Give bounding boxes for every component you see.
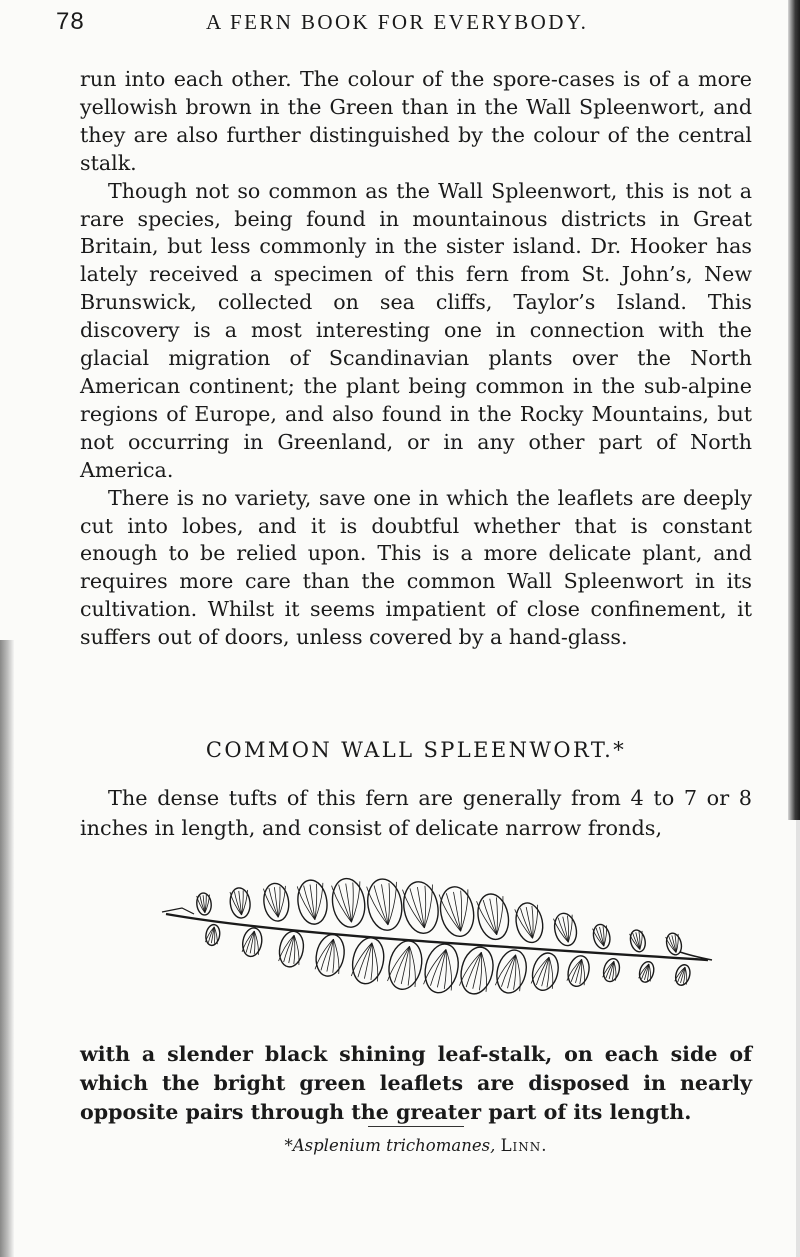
leaflet-lower [493,947,531,996]
leaflet-lower [601,957,622,983]
footnote-rule [368,1126,464,1127]
leaflet-lower [277,929,307,969]
leaflet-upper [295,878,330,926]
leaflet-upper [400,879,442,936]
leaflet-upper [591,923,612,950]
section-heading: COMMON WALL SPLEENWORT.* [205,738,627,762]
fern-frond-illustration [160,852,720,1032]
paragraph-distribution: Though not so common as the Wall Spleenwort, this is not a rare species, being found in mountainous districts in Great Britain, but less commonly in the sister island. Dr. Hooker has lately received a specimen of this fern from St. John’s, New Brunswick, collected on sea cliffs, Taylor’s Island. This discovery is a most interesting one in connection with the glacial migration of Scandinavian plants over the North American continent; the plant being common in the sub-alpine regions of Europe, and also found in the Rocky Mountains, but not occurring in Greenland, or in any other part of North America. [80,178,752,482]
scan-edge-left [0,640,14,1257]
scan-edge-right [788,0,800,820]
leaflet-lower [313,932,348,979]
leaflet-upper [329,876,368,929]
leaflet-lower [673,963,692,987]
footnote-author: Linn. [500,1136,548,1155]
leaflet-upper [262,882,291,923]
section-continuation-paragraph: with a slender black shining leaf-stalk, on each side of which the bright green leaflets are disposed in nearly opposite pairs through the greater part of its length. [80,1042,752,1124]
leaflet-lower [565,954,592,989]
leaflet-lower [204,924,221,947]
leaflet-upper [552,911,580,947]
page-number: 78 [56,8,85,35]
leaflet-upper [628,929,647,954]
footnote-species: *Asplenium trichomanes, [284,1136,496,1155]
section-continuation [80,1040,752,1127]
footnote [80,1136,752,1155]
paragraph-varieties: There is no variety, save one in which the leaflets are deeply cut into lobes, and it is doubtful whether that is constant enough to be relied upon. This is a more delicate plant, and requires more care than the common Wall Spleenwort in its cultivation. Whilst it seems impatient of close confinement, it suffers out of doors, unless covered by a hand-glass. [80,485,752,650]
scan-edge-right-lower [796,820,800,1257]
leaflet-upper [437,884,478,939]
leaflet-lower [240,926,264,958]
leaflet-upper [364,877,405,933]
leaflet-upper [474,891,512,942]
body-text [80,66,752,652]
running-title: A FERN BOOK FOR EVERYBODY. [206,10,589,34]
leaflet-lower [529,950,562,993]
leaflet-lower [637,960,656,984]
leaflet-lower [421,941,463,996]
section-intro [80,783,752,843]
leaflet-lower [385,938,427,993]
section-intro-paragraph: The dense tufts of this fern are generally from 4 to 7 or 8 inches in length, and consist of delicate narrow fronds, [80,786,752,840]
leaflet-upper [229,887,252,919]
paragraph-continuation: run into each other. The colour of the spore-cases is of a more yellowish brown in the Green than in the Wall Spleenwort, and they are also further distinguished by the colour of the central stalk. [80,67,752,175]
leaflet-upper [196,892,213,915]
leaflet-lower [349,935,388,987]
leaflet-lower [457,944,498,997]
leaflet-upper [513,901,546,945]
running-head [56,8,772,44]
